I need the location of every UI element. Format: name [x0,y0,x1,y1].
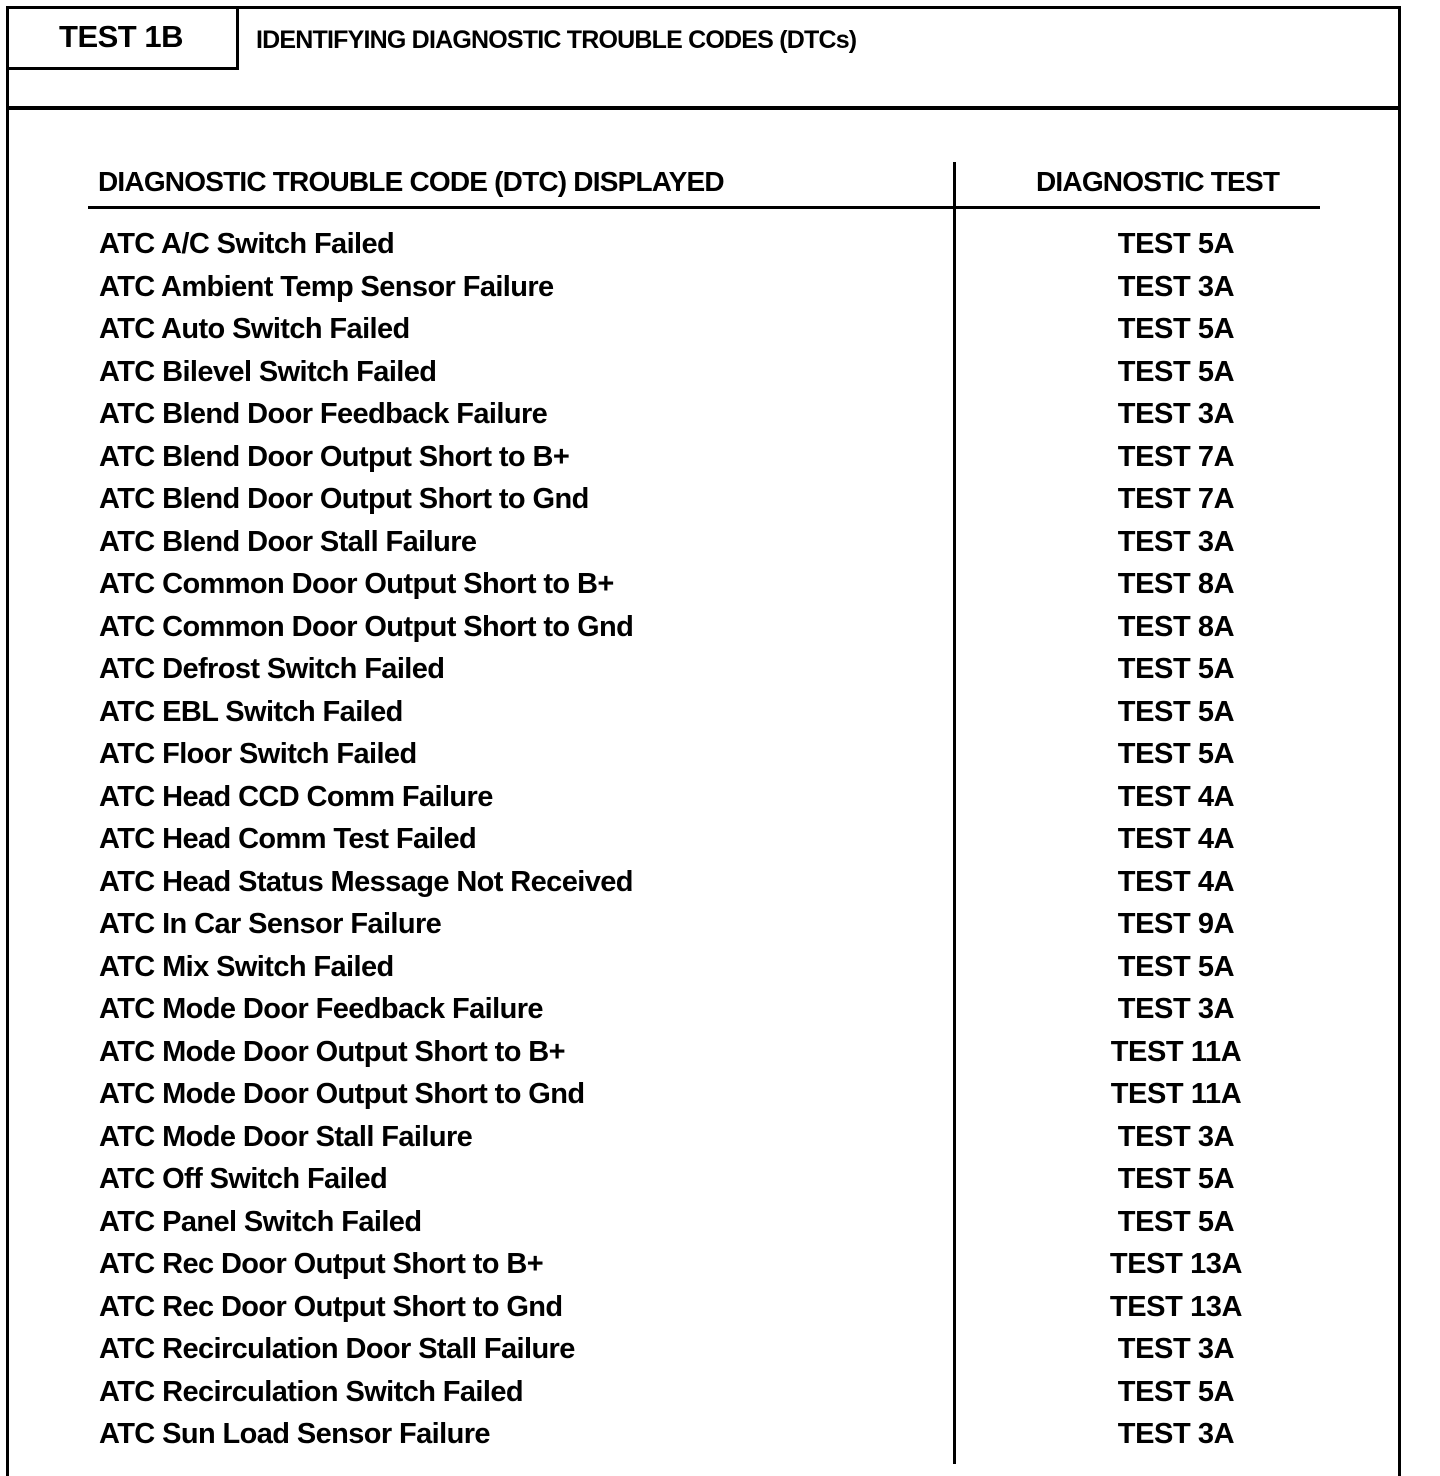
table-row [0,1073,1440,1116]
table-row [0,351,1440,394]
dtc-cell: ATC Rec Door Output Short to Gnd [99,1290,563,1323]
test-cell: TEST 7A [1117,483,1235,515]
dtc-cell: ATC Bilevel Switch Failed [99,355,437,388]
dtc-cell: ATC Panel Switch Failed [99,1205,422,1238]
test-cell: TEST 5A [1117,1163,1235,1195]
table-row [0,478,1440,521]
test-cell: TEST 5A [1117,313,1235,345]
table-row [0,266,1440,309]
table-row [0,393,1440,436]
test-cell: TEST 3A [1117,993,1235,1025]
test-cell: TEST 11A [1110,1035,1242,1068]
table-row [0,1286,1440,1329]
dtc-cell: ATC EBL Switch Failed [99,695,403,728]
table-row [0,648,1440,691]
test-cell: TEST 3A [1117,270,1235,303]
test-cell: TEST 5A [1117,653,1235,685]
table-row [0,1413,1440,1456]
dtc-cell: ATC Ambient Temp Sensor Failure [99,270,554,303]
table-row [0,521,1440,564]
table-row [0,1031,1440,1074]
test-cell: TEST 11A [1110,1078,1242,1110]
table-row [0,861,1440,904]
dtc-cell: ATC Mix Switch Failed [99,950,394,983]
table-row [0,563,1440,606]
test-cell: TEST 13A [1109,1248,1243,1280]
header-rule [88,206,1320,209]
dtc-cell: ATC Mode Door Output Short to Gnd [99,1078,585,1110]
table-row [0,776,1440,819]
test-cell: TEST 5A [1117,1375,1235,1408]
table-row [0,436,1440,479]
table-row [0,946,1440,989]
dtc-cell: ATC Head Comm Test Failed [99,823,477,855]
test-cell: TEST 3A [1117,1418,1235,1450]
dtc-table-body [0,223,1440,1456]
table-row [0,1371,1440,1414]
test-cell: TEST 3A [1117,1333,1235,1365]
dtc-cell: ATC Defrost Switch Failed [99,653,445,685]
test-cell: TEST 5A [1117,738,1235,770]
dtc-cell: ATC Mode Door Feedback Failure [99,993,543,1025]
dtc-cell: ATC In Car Sensor Failure [99,908,442,940]
test-cell: TEST 5A [1117,228,1235,260]
test-cell: TEST 5A [1117,695,1235,728]
table-row [0,903,1440,946]
dtc-cell: ATC Common Door Output Short to Gnd [99,610,634,643]
dtc-cell: ATC Mode Door Stall Failure [99,1120,473,1153]
dtc-cell: ATC Rec Door Output Short to B+ [99,1248,544,1280]
table-row [0,606,1440,649]
dtc-cell: ATC Head Status Message Not Received [99,865,633,898]
dtc-cell: ATC Recirculation Door Stall Failure [99,1333,575,1365]
dtc-cell: ATC Common Door Output Short to B+ [99,568,614,600]
dtc-cell: ATC Blend Door Output Short to B+ [99,440,570,473]
dtc-cell: ATC Floor Switch Failed [99,738,417,770]
test-cell: TEST 3A [1117,398,1235,430]
table-row [0,733,1440,776]
test-cell: TEST 4A [1117,823,1235,855]
test-cell: TEST 3A [1117,525,1235,558]
test-cell: TEST 8A [1117,610,1235,643]
table-row [0,223,1440,266]
table-row [0,818,1440,861]
dtc-cell: ATC Mode Door Output Short to B+ [99,1035,565,1068]
column-header-dtc: DIAGNOSTIC TROUBLE CODE (DTC) DISPLAYED [98,166,724,197]
test-cell: TEST 5A [1117,355,1235,388]
page-title: IDENTIFYING DIAGNOSTIC TROUBLE CODES (DTCs) [256,26,857,54]
table-row [0,1158,1440,1201]
table-row [0,1328,1440,1371]
table-row [0,691,1440,734]
dtc-cell: ATC Blend Door Feedback Failure [99,398,548,430]
test-cell: TEST 3A [1117,1120,1235,1153]
test-cell: TEST 5A [1117,1205,1235,1238]
test-cell: TEST 13A [1109,1290,1243,1323]
dtc-cell: ATC Sun Load Sensor Failure [99,1418,490,1450]
table-row [0,1243,1440,1286]
dtc-cell: ATC Blend Door Output Short to Gnd [99,483,589,515]
table-row [0,988,1440,1031]
test-cell: TEST 9A [1117,908,1235,940]
dtc-cell: ATC Off Switch Failed [99,1163,388,1195]
table-row [0,1116,1440,1159]
test-cell: TEST 4A [1117,780,1235,813]
dtc-cell: ATC Head CCD Comm Failure [99,780,493,813]
dtc-cell: ATC Blend Door Stall Failure [99,525,477,558]
table-row [0,1201,1440,1244]
dtc-cell: ATC Auto Switch Failed [99,313,410,345]
test-id-box: TEST 1B [6,6,239,70]
column-header-test: DIAGNOSTIC TEST [1036,166,1280,197]
test-cell: TEST 7A [1117,440,1235,473]
test-cell: TEST 8A [1117,568,1235,600]
dtc-cell: ATC Recirculation Switch Failed [99,1375,523,1408]
table-row [0,308,1440,351]
test-cell: TEST 4A [1117,865,1235,898]
test-cell: TEST 5A [1117,950,1235,983]
dtc-cell: ATC A/C Switch Failed [99,228,395,260]
